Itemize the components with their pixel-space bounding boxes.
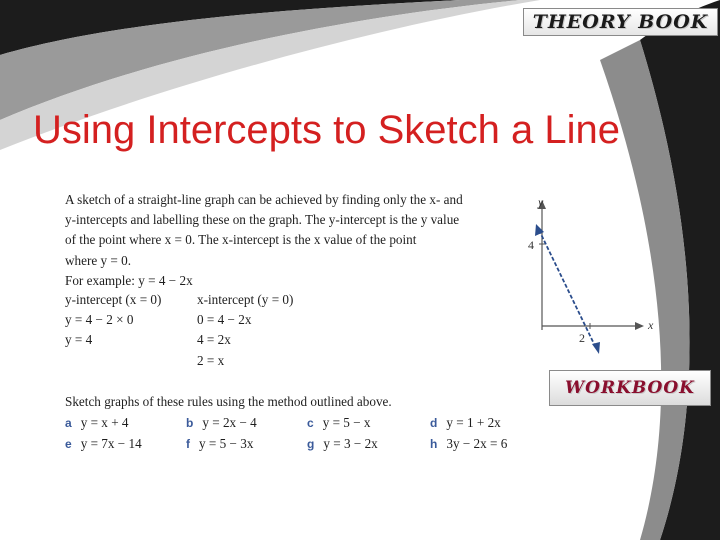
y-intercept-step: y = 4 − 2 × 0 (65, 312, 134, 328)
exercise-row (65, 413, 535, 434)
graph-line (539, 230, 596, 348)
y-intercept-label: 4 (528, 238, 534, 252)
y-intercept-heading: y-intercept (x = 0) (65, 292, 162, 307)
line-arrow-top (535, 224, 544, 236)
x-intercept-heading: x-intercept (y = 0) (197, 292, 294, 307)
exercise-section (65, 392, 535, 454)
x-intercept-label: 2 (579, 331, 585, 345)
intercept-graph (520, 192, 670, 362)
exercise-item: b y = 2x − 4 (186, 414, 257, 430)
intro-line: y-intercepts and labelling these on the graph. The y-intercept is the y value (65, 212, 460, 228)
y-intercept-result: y = 4 (65, 332, 93, 348)
intro-line: of the point where x = 0. The x-intercept is the x value of the point (65, 232, 417, 248)
exercise-row (65, 434, 535, 455)
exercise-item: f y = 5 − 3x (186, 435, 254, 451)
worked-example (65, 290, 365, 371)
exercise-item: e y = 7x − 14 (65, 435, 142, 451)
exercise-item: a y = x + 4 (65, 414, 129, 430)
instruction-text: Sketch graphs of these rules using the method outlined above. (65, 394, 392, 409)
exercise-item: g y = 3 − 2x (307, 435, 378, 451)
y-axis-label: y (538, 195, 544, 209)
slide-title: Using Intercepts to Sketch a Line (33, 108, 620, 152)
theory-book-badge: THEORY BOOK (523, 8, 718, 36)
x-intercept-result: 2 = x (197, 352, 225, 368)
x-intercept-step: 0 = 4 − 2x (197, 312, 252, 328)
line-arrow-bottom (592, 342, 600, 354)
x-axis-label: x (648, 318, 654, 332)
workbook-badge: WORKBOOK (549, 370, 711, 406)
intro-line: A sketch of a straight-line graph can be achieved by finding only the x- and (65, 192, 463, 207)
exercise-item: d y = 1 + 2x (430, 414, 501, 430)
exercise-item: c y = 5 − x (307, 414, 371, 430)
exercise-item: h 3y − 2x = 6 (430, 435, 508, 451)
intro-line: where y = 0. (65, 252, 132, 268)
example-rule: For example: y = 4 − 2x (65, 272, 193, 288)
intro-text (65, 190, 505, 291)
x-intercept-step: 4 = 2x (197, 332, 231, 348)
x-axis-arrow (635, 322, 644, 330)
